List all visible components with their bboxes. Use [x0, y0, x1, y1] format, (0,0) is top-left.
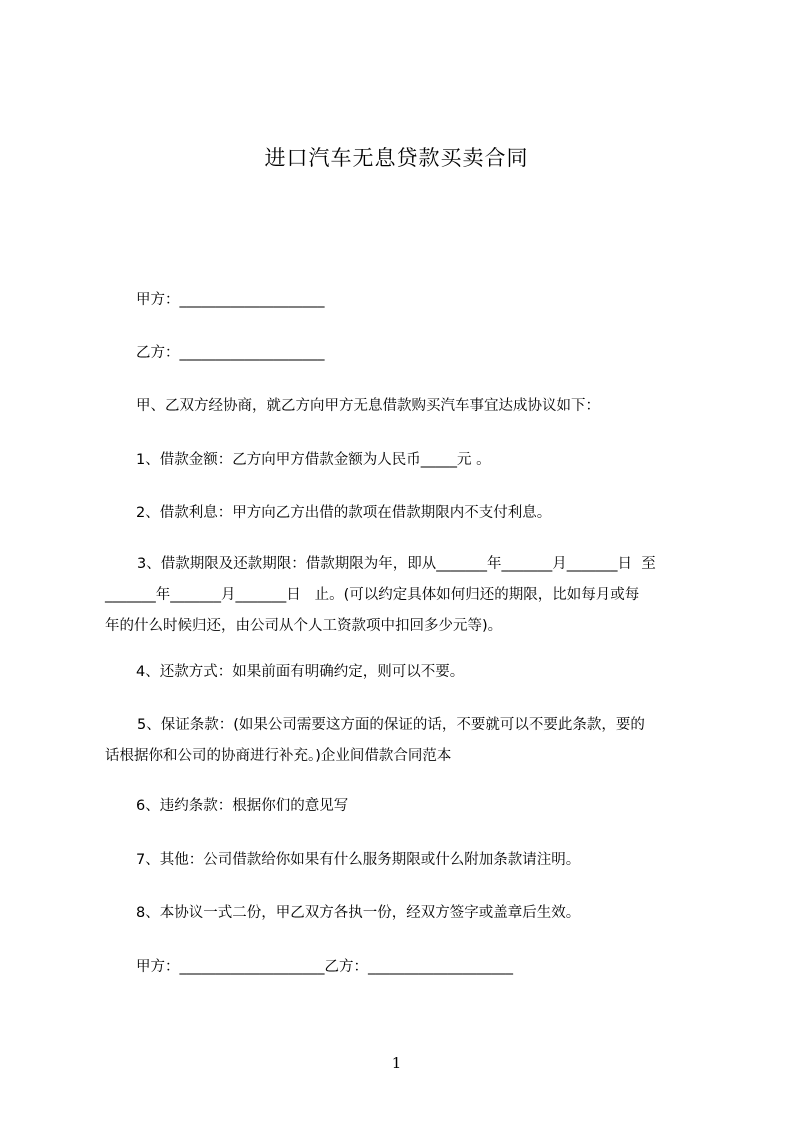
clause-4: 4、还款方式：如果前面有明确约定，则可以不要。	[136, 664, 465, 680]
year-label: 年	[486, 556, 502, 572]
clause-1-text: 1、借款金额：乙方向甲方借款金额为人民币	[136, 452, 421, 468]
signature-line	[136, 952, 513, 983]
document-title: 进口汽车无息贷款买卖合同	[264, 146, 529, 170]
clause-3-line-2	[105, 580, 705, 611]
day-label: 日	[286, 587, 301, 603]
clause-5	[105, 710, 705, 772]
clause-1-suffix: 元 。	[456, 452, 491, 468]
party-a-blank: ____________________	[179, 292, 325, 308]
month-label: 月	[221, 587, 236, 603]
clause-3-line-3: 年的什么时候归还，由公司从个人工资款项中扣回多少元等)。	[105, 618, 503, 634]
clause-1	[136, 445, 491, 476]
year-label: 年	[155, 587, 171, 603]
to-label: 至	[641, 556, 656, 572]
clause-1-amount-blank: _____	[420, 452, 457, 468]
signature-party-b-blank: ____________________	[368, 959, 513, 975]
date-blank: _______	[566, 556, 618, 572]
clause-2: 2、借款利息：甲方向乙方出借的款项在借款期限内不支付利息。	[136, 505, 552, 521]
party-a-label: 甲方：	[136, 292, 180, 308]
date-blank: _______	[170, 587, 221, 603]
party-b-line	[136, 338, 325, 369]
date-blank: _______	[105, 587, 156, 603]
month-label: 月	[552, 556, 567, 572]
clause-7: 7、其他：公司借款给你如果有什么服务期限或什么附加条款请注明。	[136, 852, 581, 868]
date-blank: _______	[235, 587, 287, 603]
signature-party-b-label: 乙方：	[324, 959, 368, 975]
party-b-label: 乙方：	[136, 345, 180, 361]
clause-3	[105, 549, 705, 642]
clause-8: 8、本协议一式二份，甲乙双方各执一份，经双方签字或盖章后生效。	[136, 905, 581, 921]
clause-6: 6、违约条款：根据你们的意见写	[136, 798, 349, 814]
stop-label: 止。	[314, 587, 344, 603]
clause-5-line-2: 话根据你和公司的协商进行补充。)企业间借款合同范本	[105, 748, 452, 764]
signature-party-a-blank: ____________________	[179, 959, 325, 975]
signature-party-a-label: 甲方：	[136, 959, 180, 975]
clause-3-line-1	[105, 549, 705, 580]
date-blank: _______	[501, 556, 553, 572]
intro-paragraph: 甲、乙双方经协商，就乙方向甲方无息借款购买汽车事宜达成协议如下：	[136, 398, 600, 414]
clause-5-line-1: 5、保证条款：(如果公司需要这方面的保证的话，不要就可以不要此条款，要的	[137, 717, 645, 733]
clause-3-text: 3、借款期限及还款期限：借款期限为年，即从	[137, 556, 437, 572]
party-a-line	[136, 285, 325, 316]
clause-3-note: (可以约定具体如何归还的期限，比如每月或每	[343, 587, 640, 603]
page-number: 1	[391, 1054, 402, 1072]
party-b-blank: ____________________	[179, 345, 325, 361]
day-label: 日	[617, 556, 632, 572]
date-blank: _______	[436, 556, 487, 572]
